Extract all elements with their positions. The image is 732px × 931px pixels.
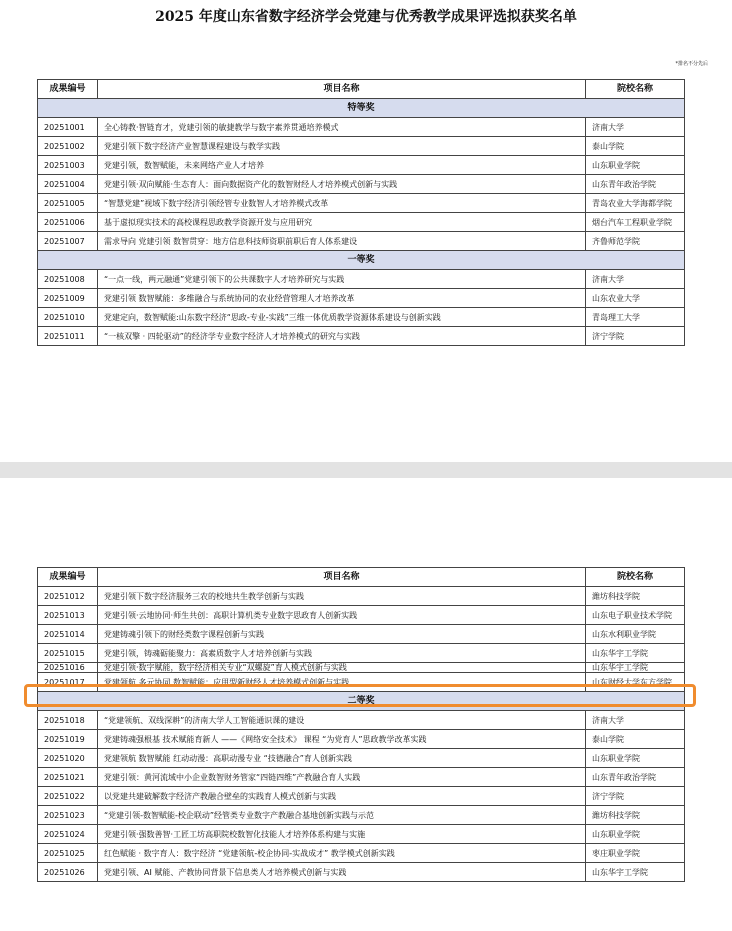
table-header-row	[38, 80, 685, 99]
cell-school: 山东农业大学	[586, 289, 685, 308]
cell-code: 20251001	[38, 118, 98, 137]
cell-project-name: “一核双擎 · 四轮驱动”的经济学专业数字经济人才培养模式的研究与实践	[98, 327, 586, 346]
cell-code: 20251012	[38, 587, 98, 606]
cell-project-name: 基于虚拟现实技术的高校课程思政教学资源开发与应用研究	[98, 213, 586, 232]
section-label: 特等奖	[38, 99, 685, 118]
cell-code: 20251025	[38, 844, 98, 863]
header-school: 院校名称	[586, 568, 685, 587]
cell-code: 20251009	[38, 289, 98, 308]
document-title: 2025 年度山东省数字经济学会党建与优秀教学成果评选拟获奖名单	[155, 9, 577, 25]
award-table-2	[37, 567, 685, 882]
cell-school: 山东华宇工学院	[586, 663, 685, 673]
cell-project-name: 需求导向 党建引领 数智贯穿：地方信息科技师资职前职后育人体系建设	[98, 232, 586, 251]
cell-project-name: 以党建共建破解数字经济产教融合壁垒的实践育人模式创新与实践	[98, 787, 586, 806]
cell-code: 20251008	[38, 270, 98, 289]
cell-project-name: 党建引领·云地协同·师生共创：高职计算机类专业数字思政育人创新实践	[98, 606, 586, 625]
highlight-box	[24, 684, 696, 707]
table-row	[38, 711, 685, 730]
header-school: 院校名称	[586, 80, 685, 99]
cell-project-name: “一点一线，两元融通”党建引领下的公共课数字人才培养研究与实践	[98, 270, 586, 289]
table-row	[38, 787, 685, 806]
cell-project-name: “党建领航、双线深耕”的济南大学人工智能通识课的建设	[98, 711, 586, 730]
table-row	[38, 587, 685, 606]
cell-project-name: 党建引领·强数善智·工匠工坊高职院校数智化技能人才培养体系构建与实施	[98, 825, 586, 844]
cell-code: 20251010	[38, 308, 98, 327]
cell-school: 烟台汽车工程职业学院	[586, 213, 685, 232]
cell-project-name: 党建引领，数智赋能，未来网络产业人才培养	[98, 156, 586, 175]
cell-school: 山东财经大学东方学院	[586, 673, 685, 692]
table-row	[38, 644, 685, 663]
cell-school: 青岛农业大学海都学院	[586, 194, 685, 213]
cell-code: 20251007	[38, 232, 98, 251]
cell-school: 山东职业学院	[586, 749, 685, 768]
cell-project-name: 党建引领·数字赋能，数字经济相关专业“双螺旋”育人模式创新与实践	[98, 663, 586, 673]
cell-code: 20251013	[38, 606, 98, 625]
ranking-note: *排名不分先后	[675, 61, 708, 67]
cell-code: 20251017	[38, 673, 98, 692]
table-row	[38, 606, 685, 625]
cell-school: 潍坊科技学院	[586, 587, 685, 606]
table-row	[38, 213, 685, 232]
cell-school: 济宁学院	[586, 787, 685, 806]
cell-project-name: 党建引领下数字经济服务三农的校地共生教学创新与实践	[98, 587, 586, 606]
cell-project-name: “智慧党建”视域下数字经济引领经管专业数智人才培养模式改革	[98, 194, 586, 213]
cell-school: 山东电子职业技术学院	[586, 606, 685, 625]
cell-school: 山东青年政治学院	[586, 175, 685, 194]
cell-school: 济宁学院	[586, 327, 685, 346]
cell-school: 济南大学	[586, 270, 685, 289]
table-row	[38, 194, 685, 213]
table-row	[38, 863, 685, 882]
cell-code: 20251004	[38, 175, 98, 194]
table-row	[38, 825, 685, 844]
cell-code: 20251002	[38, 137, 98, 156]
table-row	[38, 730, 685, 749]
cell-school: 济南大学	[586, 118, 685, 137]
cell-code: 20251015	[38, 644, 98, 663]
cell-project-name: 党建定向，数智赋能:山东数字经济“思政-专业-实践”三维一体优质教学资源体系建设与创新实践	[98, 308, 586, 327]
table-row	[38, 156, 685, 175]
cell-code: 20251005	[38, 194, 98, 213]
cell-project-name: “党建引领-数智赋能-校企联动”经管类专业数字产教融合基地创新实践与示范	[98, 806, 586, 825]
cell-school: 山东水利职业学院	[586, 625, 685, 644]
header-name: 项目名称	[98, 80, 586, 99]
cell-school: 泰山学院	[586, 730, 685, 749]
section-row	[38, 99, 685, 118]
cell-project-name: 党建引领·双向赋能·生态育人：面向数据资产化的数智财经人才培养模式创新与实践	[98, 175, 586, 194]
cell-code: 20251019	[38, 730, 98, 749]
cell-school: 山东职业学院	[586, 156, 685, 175]
cell-school: 济南大学	[586, 711, 685, 730]
cell-school: 青岛理工大学	[586, 308, 685, 327]
section-label: 一等奖	[38, 251, 685, 270]
table-row	[38, 327, 685, 346]
cell-code: 20251020	[38, 749, 98, 768]
table-header-row	[38, 568, 685, 587]
cell-code: 20251021	[38, 768, 98, 787]
header-code: 成果编号	[38, 568, 98, 587]
cell-project-name: 党建领航 多元协同 数智赋能：应用型新财经人才培养模式创新与实践	[98, 673, 586, 692]
cell-code: 20251023	[38, 806, 98, 825]
table-row	[38, 137, 685, 156]
cell-school: 齐鲁师范学院	[586, 232, 685, 251]
cell-code: 20251011	[38, 327, 98, 346]
cell-project-name: 红色赋能 · 数字育人：数字经济 “党建领航-校企协同-实战成才” 教学模式创新实践	[98, 844, 586, 863]
table-row	[38, 289, 685, 308]
cell-school: 山东青年政治学院	[586, 768, 685, 787]
cell-code: 20251022	[38, 787, 98, 806]
table-row	[38, 663, 685, 673]
table-row	[38, 270, 685, 289]
section-label: 二等奖	[38, 692, 685, 711]
cell-code: 20251016	[38, 663, 98, 673]
cell-code: 20251018	[38, 711, 98, 730]
page-separator	[0, 462, 732, 478]
cell-project-name: 党建引领：黄河流域中小企业数智财务管家“四链四维”产教融合育人实践	[98, 768, 586, 787]
cell-project-name: 全心铸教·智链育才，党建引领的敏捷教学与数字素养贯通培养模式	[98, 118, 586, 137]
cell-code: 20251024	[38, 825, 98, 844]
header-code: 成果编号	[38, 80, 98, 99]
cell-school: 山东华宇工学院	[586, 863, 685, 882]
cell-project-name: 党建领航 数智赋能 红动动漫：高职动漫专业 “技德融合”育人创新实践	[98, 749, 586, 768]
table-row	[38, 232, 685, 251]
table-row	[38, 175, 685, 194]
table-row	[38, 308, 685, 327]
cell-project-name: 党建引领，铸魂砺能聚力：高素质数字人才培养创新与实践	[98, 644, 586, 663]
section-row	[38, 251, 685, 270]
award-table-1	[37, 79, 685, 346]
table-row	[38, 625, 685, 644]
cell-school: 潍坊科技学院	[586, 806, 685, 825]
table-row	[38, 806, 685, 825]
cell-school: 枣庄职业学院	[586, 844, 685, 863]
cell-project-name: 党建铸魂引领下的财经类数字课程创新与实践	[98, 625, 586, 644]
header-name: 项目名称	[98, 568, 586, 587]
cell-project-name: 党建引领下数字经济产业智慧课程建设与教学实践	[98, 137, 586, 156]
cell-school: 山东职业学院	[586, 825, 685, 844]
cell-code: 20251014	[38, 625, 98, 644]
table-row	[38, 844, 685, 863]
cell-project-name: 党建铸魂强根基 技术赋能育新人 ——《网络安全技术》 课程 “为党育人”思政教学改革实践	[98, 730, 586, 749]
cell-school: 泰山学院	[586, 137, 685, 156]
table-row	[38, 118, 685, 137]
table-row	[38, 749, 685, 768]
cell-code: 20251003	[38, 156, 98, 175]
cell-code: 20251026	[38, 863, 98, 882]
cell-code: 20251006	[38, 213, 98, 232]
cell-project-name: 党建引领 数智赋能：多维融合与系统协同的农业经营管理人才培养改革	[98, 289, 586, 308]
cell-school: 山东华宇工学院	[586, 644, 685, 663]
table-row	[38, 768, 685, 787]
cell-project-name: 党建引领、AI 赋能、产教协同背景下信息类人才培养模式创新与实践	[98, 863, 586, 882]
